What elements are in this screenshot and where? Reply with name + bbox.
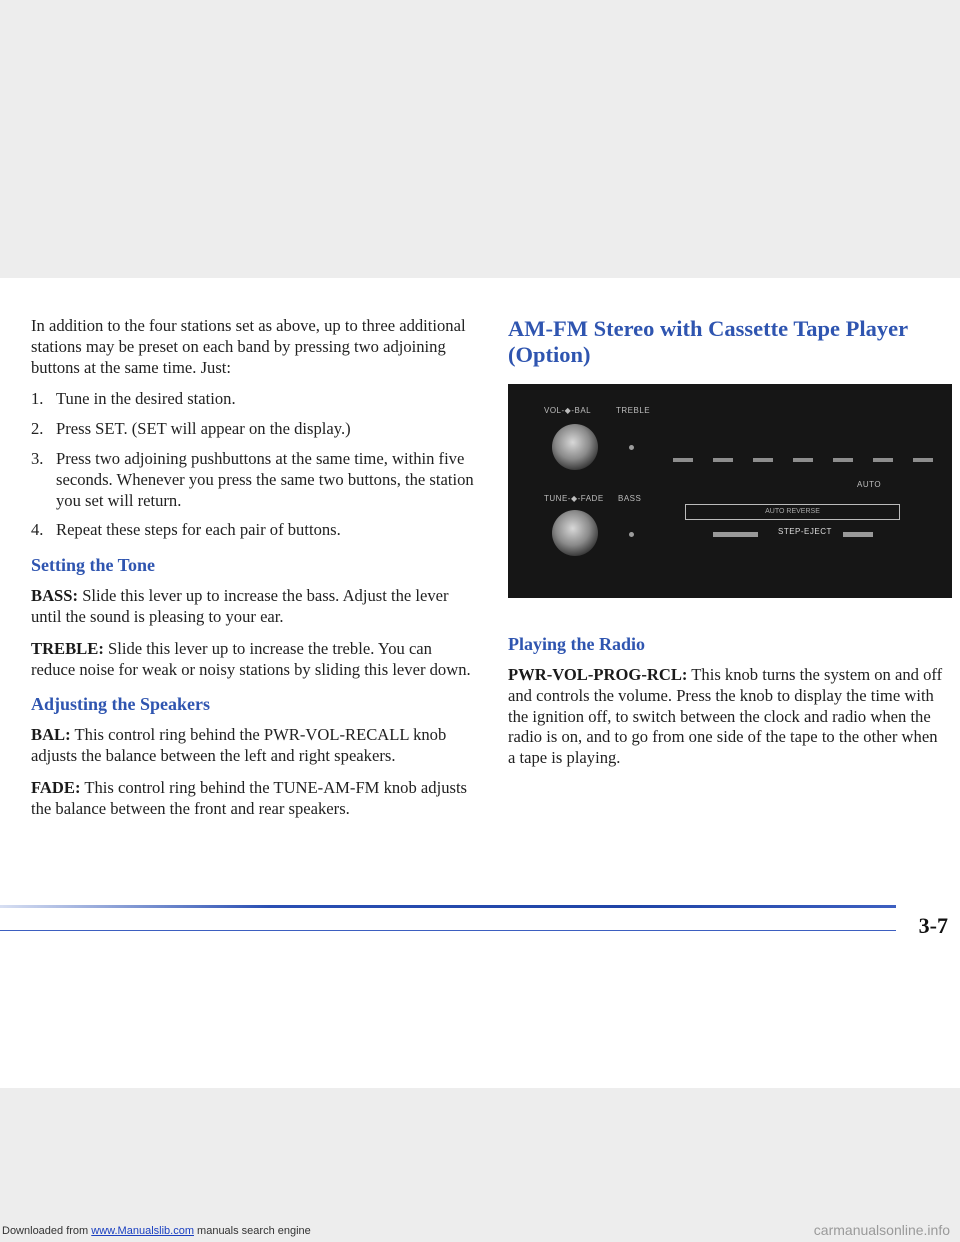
step-text: Press SET. (SET will appear on the display.) [56,419,351,439]
fade-text: This control ring behind the TUNE-AM-FM knob adjusts the balance between the front and rear speakers. [31,777,468,818]
auto-label: AUTO [857,480,882,489]
steps-list [31,389,479,541]
tune-knob [552,510,598,556]
speakers-heading: Adjusting the Speakers [31,694,211,715]
manualslib-link[interactable]: www.Manualslib.com [91,1225,194,1237]
treble-term: TREBLE: [31,638,104,658]
manual-page [0,278,960,1088]
vol-bal-label: VOL-◆-BAL [544,406,592,415]
tone-heading: Setting the Tone [31,555,156,576]
treble-paragraph [31,639,479,681]
bass-text: Slide this lever up to increase the bass. Adjust the lever until the sound is pleasing to your ear. [31,586,449,626]
volume-knob [552,424,598,470]
bal-paragraph [31,725,479,767]
step-number: 1. [31,389,44,409]
step-text: Press two adjoining pushbuttons at the same time, within five seconds. Whenever you press the same two buttons, the station you set will return. [56,448,474,510]
step-eject-label: STEP-EJECT [778,527,832,536]
step-number: 3. [31,448,44,468]
forward-button [843,532,873,537]
list-item [31,389,479,410]
intro-paragraph: In addition to the four stations set as above, up to three additional stations may be preset on each band by pressing two adjoining buttons at the same time. Just: [31,316,466,377]
bass-paragraph [31,586,479,628]
left-column [31,316,479,831]
fade-term: FADE: [31,777,81,797]
page-number: 3-7 [918,913,948,938]
treble-text: Slide this lever up to increase the treble. You can reduce noise for weak or noisy stations by sliding this lever down. [31,638,471,679]
download-notice [2,1225,311,1237]
pwr-text: This knob turns the system on and off and controls the volume. Press the knob to display the time with the ignition off, to switch between the clock and radio when the radio is on, and to go from one side of the tape to the other when a tape is playing. [508,665,943,768]
step-number: 4. [31,520,44,540]
rewind-button [713,532,758,537]
auto-reverse-display: AUTO REVERSE [685,504,900,520]
bass-lever [629,532,634,537]
download-prefix: Downloaded from [2,1225,92,1237]
bass-term: BASS: [31,586,79,606]
section-title: AM-FM Stereo with Cassette Tape Player (Option) [508,316,908,367]
step-text: Tune in the desired station. [56,389,236,409]
footer-rule-thin [0,930,896,931]
footer-rule [0,905,896,908]
download-suffix: manuals search engine [193,1225,311,1237]
fade-paragraph [31,778,479,820]
list-item [31,520,479,541]
bal-term: BAL: [31,725,71,745]
bal-text: This control ring behind the PWR-VOL-RECALL knob adjusts the balance between the left and right speakers. [31,725,447,766]
watermark: carmanualsonline.info [813,1222,950,1238]
preset-buttons [673,458,933,468]
step-number: 2. [31,419,44,439]
right-column [508,316,948,780]
tune-fade-label: TUNE-◆-FADE [544,494,604,503]
radio-image [508,384,952,598]
list-item [31,419,479,440]
treble-lever [629,445,634,450]
pwr-paragraph [508,665,948,769]
treble-label: TREBLE [616,406,651,415]
pwr-term: PWR-VOL-PROG-RCL: [508,665,688,684]
bass-label: BASS [618,494,642,503]
step-text: Repeat these steps for each pair of buttons. [56,520,341,540]
playing-heading: Playing the Radio [508,634,646,654]
list-item [31,449,479,511]
